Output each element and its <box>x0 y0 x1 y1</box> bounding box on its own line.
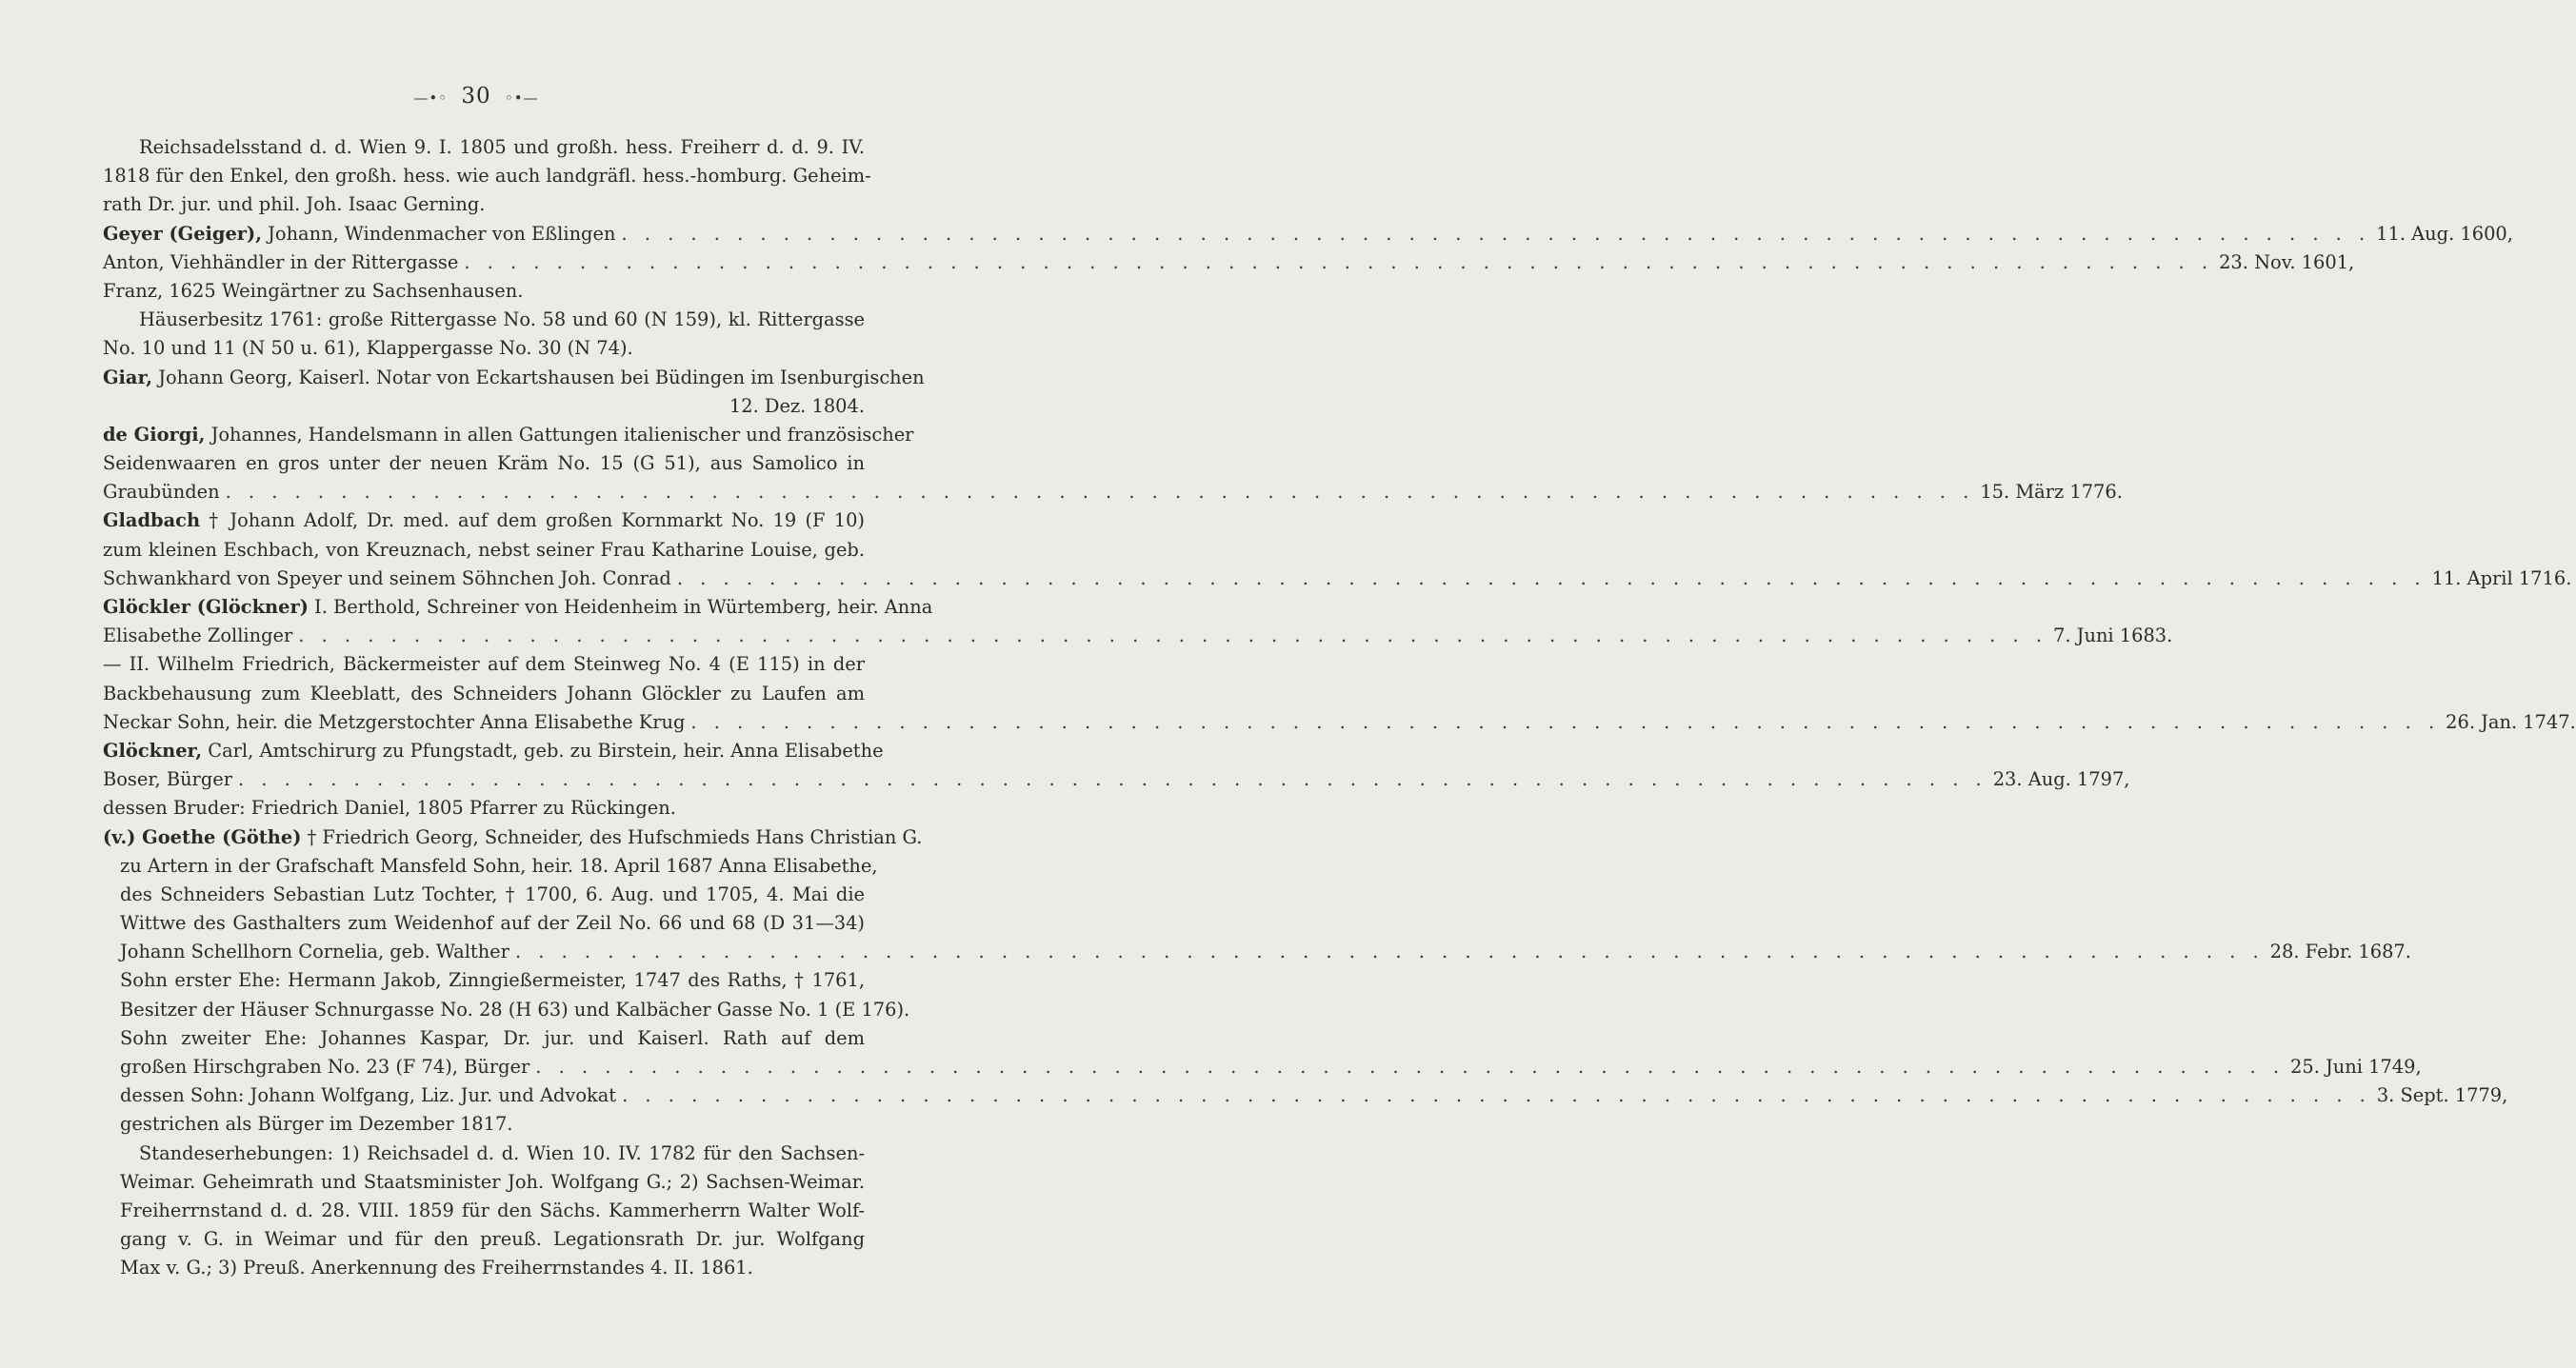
entry-text: zum kleinen Eschbach, von Kreuznach, nebst seiner Frau Katharine Louise, geb. <box>103 538 865 561</box>
page-body <box>103 133 2576 1283</box>
entry-text: Backbehausung zum Kleeblatt, des Schneiders Johann Glöckler zu Laufen am <box>103 682 865 704</box>
entry-text: I. Berthold, Schreiner von Heidenheim in Würtemberg, heir. Anna <box>308 596 933 618</box>
entry-text: Elisabethe Zollinger <box>103 625 293 647</box>
entry-date: 3. Sept. 1779, <box>2376 1084 2508 1107</box>
line-text <box>120 996 909 1024</box>
line-text <box>120 1254 753 1282</box>
dot-leader <box>685 708 2446 737</box>
text-line <box>103 737 884 765</box>
text-line <box>103 392 865 421</box>
line-text <box>103 478 220 506</box>
line-text <box>139 1140 865 1168</box>
line-text <box>103 794 676 823</box>
line-text <box>103 190 485 219</box>
text-line <box>103 1254 865 1282</box>
line-text <box>120 1081 616 1110</box>
page-header <box>0 84 952 109</box>
text-line <box>103 794 865 823</box>
entry-text: rath Dr. jur. und phil. Joh. Isaac Gerning. <box>103 193 486 216</box>
text-line <box>103 565 2572 593</box>
entry-date: 26. Jan. 1747. <box>2446 710 2576 733</box>
entry-date: 25. Juni 1749, <box>2290 1056 2422 1078</box>
line-text <box>103 220 615 248</box>
dot-leader <box>615 220 2376 248</box>
text-line <box>103 1140 865 1168</box>
text-line <box>103 220 2513 248</box>
text-line <box>103 421 914 449</box>
text-line <box>103 364 925 392</box>
entry-text: Carl, Amtschirurg zu Pfungstadt, geb. zu Birstein, heir. Anna Elisabethe <box>202 739 884 762</box>
text-line <box>103 881 865 909</box>
text-line <box>103 536 865 565</box>
line-text <box>120 938 509 966</box>
entry-date: 23. Nov. 1601, <box>2219 250 2355 273</box>
entry-text: Schwankhard von Speyer und seinem Söhnchen Joh. Conrad <box>103 566 671 589</box>
text-line <box>103 909 865 938</box>
line-text <box>103 565 671 593</box>
entry-text: † Johann Adolf, Dr. med. auf dem großen Kornmarkt No. 19 (F 10) <box>200 509 865 532</box>
dot-leader <box>671 565 2432 593</box>
text-line <box>103 1053 2422 1081</box>
text-line <box>103 277 865 306</box>
entry-text: dessen Bruder: Friedrich Daniel, 1805 Pfarrer zu Rückingen. <box>103 797 676 820</box>
line-text <box>103 650 865 679</box>
line-text <box>103 449 865 478</box>
text-line <box>103 938 2411 966</box>
text-line <box>103 334 865 363</box>
line-text <box>103 421 913 449</box>
line-text <box>139 133 865 162</box>
line-text <box>120 1197 865 1225</box>
line-text <box>120 1168 865 1197</box>
entry-text: Neckar Sohn, heir. die Metzgerstochter Anna Elisabethe Krug <box>103 710 686 733</box>
entry-heading: Glöckner, <box>103 739 203 762</box>
entry-text: Boser, Bürger <box>103 768 232 791</box>
line-text <box>103 334 633 363</box>
text-line <box>103 996 910 1024</box>
line-text <box>120 909 865 938</box>
entry-text: Anton, Viehhändler in der Rittergasse <box>103 250 459 273</box>
text-line <box>103 622 2173 650</box>
text-line <box>103 650 865 679</box>
entry-text: Johann Georg, Kaiserl. Notar von Eckartshausen bei Büdingen im Isenburgischen <box>152 366 925 388</box>
entry-text: Häuserbesitz 1761: große Rittergasse No. 58 und 60 (N 159), kl. Rittergasse <box>139 308 865 331</box>
line-text <box>120 852 878 881</box>
line-text <box>120 1225 865 1254</box>
ornament-left: —•◦ <box>413 89 449 107</box>
line-text <box>120 1110 512 1139</box>
text-line <box>103 1024 865 1053</box>
ornament-right: ◦•— <box>504 89 539 107</box>
entry-text: großen Hirschgraben No. 23 (F 74), Bürger <box>120 1056 530 1078</box>
entry-heading: Geyer (Geiger), <box>103 222 262 245</box>
text-line <box>103 708 2576 737</box>
entry-text: Johann Schellhorn Cornelia, geb. Walther <box>120 941 509 963</box>
text-line <box>103 1168 865 1197</box>
line-text <box>103 506 865 535</box>
text-line <box>103 190 865 219</box>
entry-heading: Giar, <box>103 366 153 388</box>
line-text <box>103 248 458 277</box>
entry-heading: de Giorgi, <box>103 423 206 446</box>
entry-text: No. 10 und 11 (N 50 u. 61), Klappergasse No. 30 (N 74). <box>103 337 633 360</box>
line-text <box>103 708 685 737</box>
line-text <box>103 622 292 650</box>
entry-text: Graubünden <box>103 481 220 504</box>
text-line <box>103 248 2355 277</box>
text-line <box>103 765 2130 794</box>
text-line <box>103 1081 2508 1110</box>
line-text <box>103 765 232 794</box>
entry-date: 7. Juni 1683. <box>2053 625 2173 647</box>
entry-date: 11. April 1716. <box>2431 566 2572 589</box>
line-text <box>103 593 932 622</box>
text-line <box>103 1197 865 1225</box>
entry-text: 1818 für den Enkel, den großh. hess. wie auch landgräfl. hess.-homburg. Geheim- <box>103 165 871 188</box>
line-text <box>139 306 865 334</box>
text-line <box>103 506 865 535</box>
line-text <box>103 162 871 190</box>
entry-text: Sohn erster Ehe: Hermann Jakob, Zinngießermeister, 1747 des Raths, † 1761, <box>120 969 865 992</box>
entry-text: Johann, Windenmacher von Eßlingen <box>261 222 616 245</box>
text-line <box>103 478 2123 506</box>
entry-text: gestrichen als Bürger im Dezember 1817. <box>120 1113 513 1136</box>
dot-leader <box>292 622 2053 650</box>
entry-date: 11. Aug. 1600, <box>2376 222 2513 245</box>
text-line <box>103 823 923 852</box>
line-text <box>120 1024 865 1053</box>
entry-date: 28. Febr. 1687. <box>2269 941 2411 963</box>
entry-text: Johannes, Handelsmann in allen Gattungen italienischer und französischer <box>205 423 914 446</box>
dot-leader <box>232 765 1993 794</box>
page-number: 30 <box>461 84 491 109</box>
text-line <box>103 133 865 162</box>
dot-leader <box>509 938 2270 966</box>
dot-leader <box>616 1081 2377 1110</box>
entry-text: Franz, 1625 Weingärtner zu Sachsenhausen. <box>103 279 524 302</box>
text-line <box>103 966 865 995</box>
entry-text: zu Artern in der Grafschaft Mansfeld Sohn, heir. 18. April 1687 Anna Elisabethe, <box>120 854 878 877</box>
dot-leader <box>458 248 2219 277</box>
text-line <box>103 1110 865 1139</box>
line-text <box>120 966 865 995</box>
entry-date: 12. Dez. 1804. <box>729 394 865 417</box>
entry-text: † Friedrich Georg, Schneider, des Hufschmieds Hans Christian G. <box>301 825 923 848</box>
entry-text: dessen Sohn: Johann Wolfgang, Liz. Jur. und Advokat <box>120 1084 617 1107</box>
entry-text: des Schneiders Sebastian Lutz Tochter, † 1700, 6. Aug. und 1705, 4. Mai die <box>120 882 865 905</box>
text-line <box>103 306 865 334</box>
text-line <box>103 680 865 708</box>
line-text <box>103 364 925 392</box>
line-text <box>120 1053 529 1081</box>
dot-leader <box>529 1053 2290 1081</box>
line-text <box>103 737 884 765</box>
entry-text: Max v. G.; 3) Preuß. Anerkennung des Freiherrnstandes 4. II. 1861. <box>120 1257 753 1279</box>
text-line <box>103 852 878 881</box>
line-text <box>103 536 865 565</box>
entry-text: Freiherrnstand d. d. 28. VIII. 1859 für den Sächs. Kammerherrn Walter Wolf- <box>120 1199 865 1221</box>
entry-heading: (v.) Goethe (Göthe) <box>103 825 302 848</box>
line-text <box>103 277 523 306</box>
text-line <box>103 449 865 478</box>
line-text <box>103 680 865 708</box>
entry-text: Wittwe des Gasthalters zum Weidenhof auf der Zeil No. 66 und 68 (D 31—34) <box>120 912 865 935</box>
entry-text: Reichsadelsstand d. d. Wien 9. I. 1805 und großh. hess. Freiherr d. d. 9. IV. <box>139 136 865 158</box>
line-text <box>103 823 922 852</box>
text-line <box>103 1225 865 1254</box>
line-text <box>120 881 865 909</box>
entry-heading: Glöckler (Glöckner) <box>103 596 309 618</box>
entry-text: gang v. G. in Weimar und für den preuß. Legationsrath Dr. jur. Wolfgang <box>120 1228 865 1251</box>
text-line <box>103 593 933 622</box>
dot-leader <box>220 478 1981 506</box>
entry-text: Besitzer der Häuser Schnurgasse No. 28 (H 63) und Kalbächer Gasse No. 1 (E 176). <box>120 998 910 1021</box>
entry-date: 23. Aug. 1797, <box>1992 768 2130 791</box>
entry-heading: Gladbach <box>103 509 201 532</box>
entry-text: Sohn zweiter Ehe: Johannes Kaspar, Dr. jur. und Kaiserl. Rath auf dem <box>120 1026 865 1049</box>
entry-text: Standeserhebungen: 1) Reichsadel d. d. Wien 10. IV. 1782 für den Sachsen- <box>139 1141 865 1164</box>
entry-text: — II. Wilhelm Friedrich, Bäckermeister auf dem Steinweg No. 4 (E 115) in der <box>103 653 865 676</box>
entry-text: Seidenwaaren en gros unter der neuen Kräm No. 15 (G 51), aus Samolico in <box>103 452 865 475</box>
text-line <box>103 162 871 190</box>
entry-date: 15. März 1776. <box>1980 481 2123 504</box>
entry-text: Weimar. Geheimrath und Staatsminister Joh. Wolfgang G.; 2) Sachsen-Weimar. <box>120 1170 865 1193</box>
